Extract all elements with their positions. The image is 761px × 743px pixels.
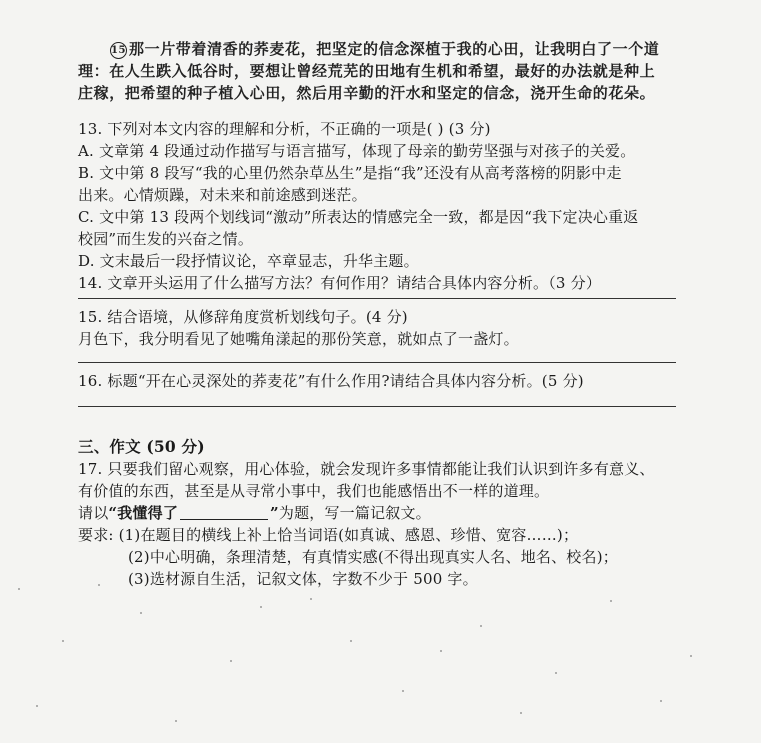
q13-option-c: C. 文中第 13 段两个划线词“激动”所表达的情感完全一致，都是因“我下定决心重返 xyxy=(78,208,639,226)
scan-speck xyxy=(175,720,177,722)
q17-line-2: 有价值的东西，甚至是从寻常小事中，我们也能感悟出不一样的道理。 xyxy=(78,482,550,500)
requirement-1: (1)在题目的横线上补上恰当词语(如真诚、感恩、珍惜、宽容……)； xyxy=(118,526,579,544)
q16-stem: 16. 标题“开在心灵深处的荞麦花”有什么作用?请结合具体内容分析。(5 分) xyxy=(78,372,584,390)
composition-title-line xyxy=(78,502,431,524)
requirements-line-1 xyxy=(78,524,578,546)
title-blank xyxy=(180,505,268,520)
scan-speck xyxy=(260,606,262,608)
scan-speck xyxy=(230,660,232,662)
q15-answer-line xyxy=(78,362,676,363)
q15-sentence: 月色下，我分明看见了她嘴角漾起的那份笑意，就如点了一盏灯。 xyxy=(78,330,519,348)
scan-speck xyxy=(140,612,142,614)
q13-option-b-cont: 出来。心情烦躁，对未来和前途感到迷茫。 xyxy=(78,186,367,204)
passage-line-3: 庄稼，把希望的种子植入心田，然后用辛勤的汗水和坚定的信念，浇开生命的花朵。 xyxy=(78,84,656,102)
scan-speck xyxy=(98,584,100,586)
scan-speck xyxy=(480,625,482,627)
scan-speck xyxy=(18,588,20,590)
q14-answer-line xyxy=(78,298,676,299)
title-bold: “我懂得了 xyxy=(108,504,179,522)
title-suffix: 为题，写一篇记叙文。 xyxy=(278,504,431,522)
requirements-label: 要求: xyxy=(78,526,114,544)
scan-speck xyxy=(310,598,312,600)
scan-speck xyxy=(610,600,612,602)
scan-speck xyxy=(520,712,522,714)
q14-stem: 14. 文章开头运用了什么描写方法？有何作用？请结合具体内容分析。（3 分） xyxy=(78,274,602,292)
q17-line-1: 17. 只要我们留心观察，用心体验，就会发现许多事情都能让我们认识到许多有意义、 xyxy=(78,460,655,478)
title-prefix: 请以 xyxy=(78,504,109,522)
q13-option-c-cont: 校园”而生发的兴奋之情。 xyxy=(78,230,254,248)
passage-line-1 xyxy=(110,38,659,60)
passage-line-2: 理：在人生跌入低谷时，要想让曾经荒芜的田地有生机和希望，最好的办法就是种上 xyxy=(78,62,656,80)
section3-heading: 三、作文 (50 分) xyxy=(78,437,205,456)
scan-speck xyxy=(350,640,352,642)
scan-speck xyxy=(690,655,692,657)
q13-option-b: B. 文中第 8 段写“我的心里仍然杂草丛生”是指“我”还没有从高考落榜的阴影中走 xyxy=(78,164,622,182)
q13-option-d: D. 文末最后一段抒情议论，卒章显志，升华主题。 xyxy=(78,252,419,270)
scan-speck xyxy=(402,690,404,692)
requirement-2: (2)中心明确，条理清楚，有真情实感(不得出现真实人名、地名、校名)； xyxy=(128,548,618,566)
scan-speck xyxy=(660,700,662,702)
paragraph-number-badge: 15 xyxy=(110,42,127,59)
q15-stem: 15. 结合语境，从修辞角度赏析划线句子。(4 分) xyxy=(78,308,408,326)
scan-speck xyxy=(555,672,557,674)
title-close: ” xyxy=(270,504,279,522)
scan-speck xyxy=(62,640,64,642)
passage-text-1: 那一片带着清香的荞麦花，把坚定的信念深植于我的心田，让我明白了一个道 xyxy=(129,40,660,58)
q16-answer-line xyxy=(78,406,676,407)
q13-option-a: A. 文章第 4 段通过动作描写与语言描写，体现了母亲的勤劳坚强与对孩子的关爱。 xyxy=(78,142,636,160)
requirement-3: (3)选材源自生活，记叙文体，字数不少于 500 字。 xyxy=(128,570,478,588)
scan-speck xyxy=(440,650,442,652)
q13-stem: 13. 下列对本文内容的理解和分析，不正确的一项是( ) (3 分) xyxy=(78,120,491,138)
scan-speck xyxy=(36,705,38,707)
